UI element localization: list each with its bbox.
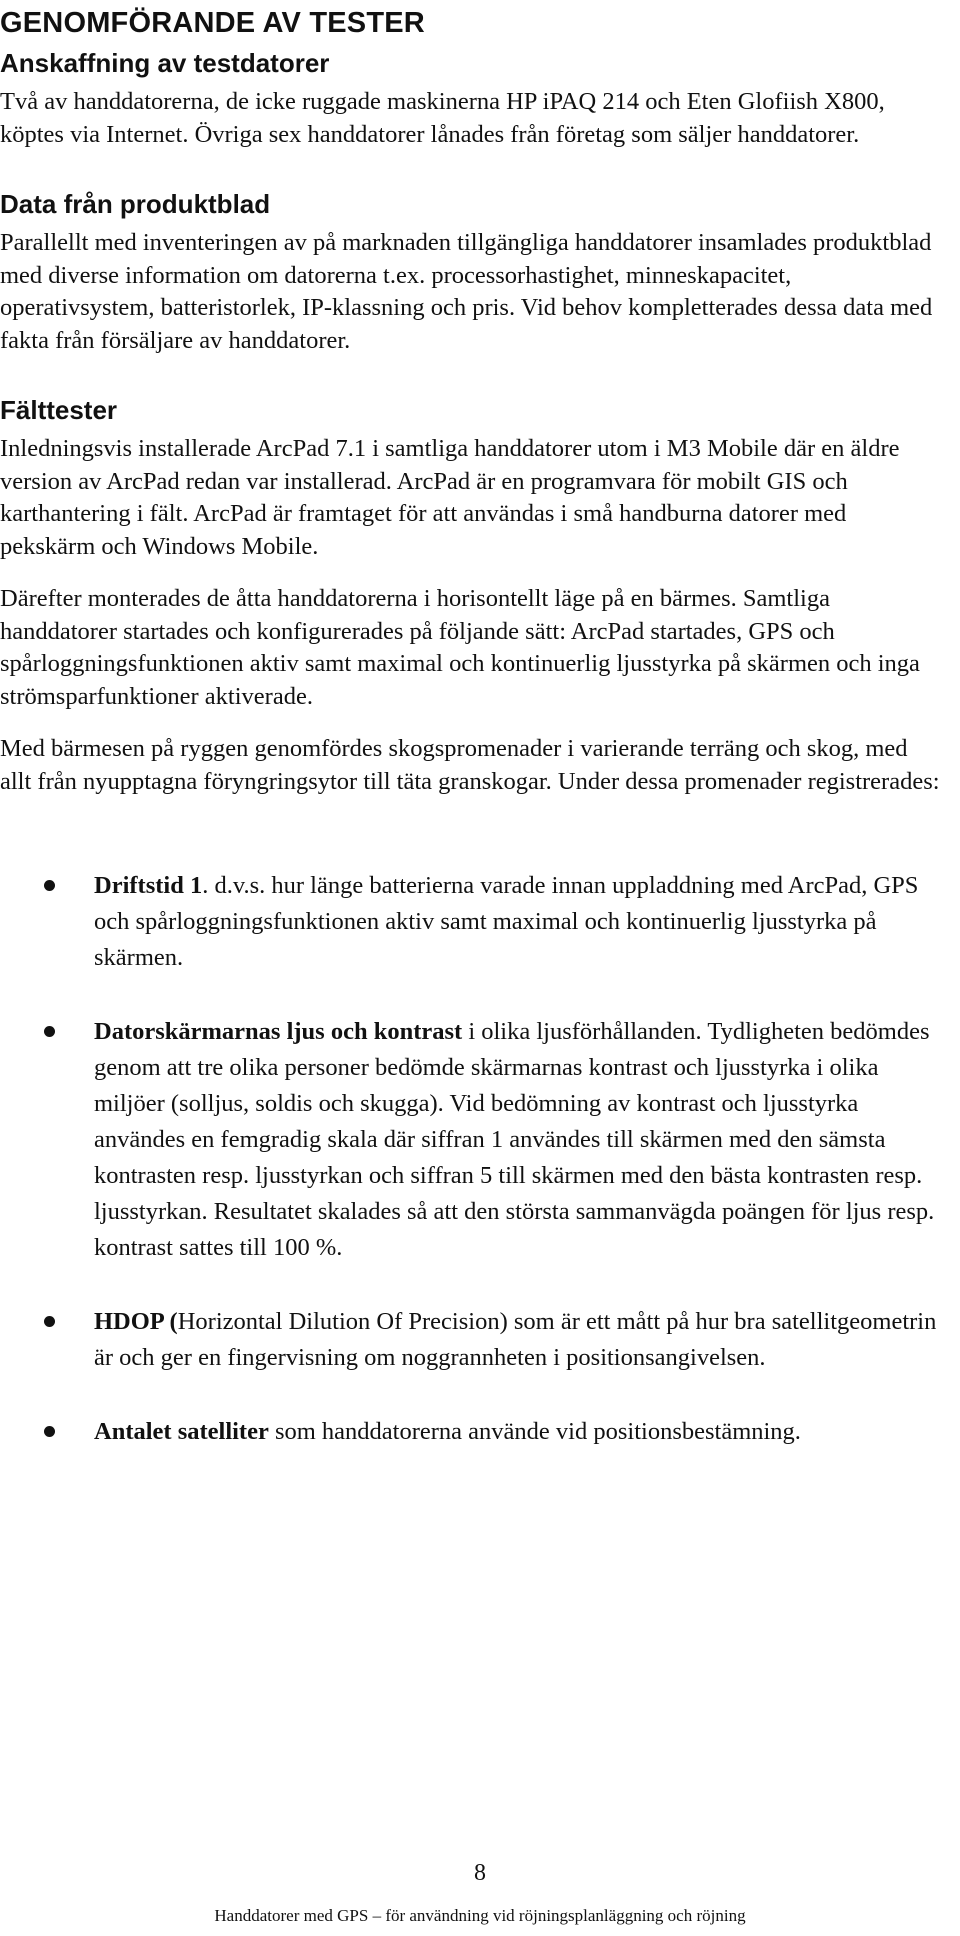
list-item-text	[94, 868, 940, 976]
paragraph-falttester-2: Därefter monterades de åtta handdatorerna i horisontellt läge på en bärmes. Samtliga handdatorer startades och konfigurerades på följande sätt: ArcPad startades, GPS och spårloggningsfunktionen aktiv samt maximal och kontinuerlig ljusstyrka på skärmen och inga strömsparfunktioner aktiverade.	[0, 585, 920, 710]
page-content	[0, 6, 940, 1450]
bullet-icon	[44, 880, 55, 891]
paragraph-anskaffning: Två av handdatorerna, de icke ruggade maskinerna HP iPAQ 214 och Eten Glofiish X800, köptes via Internet. Övriga sex handdatorer lånades från företag som säljer handdatorer.	[0, 88, 885, 148]
list-item-body: i olika ljusförhållanden. Tydligheten bedömdes genom att tre olika personer bedömde skärmarnas kontrast och ljusstyrka i olika miljöer (solljus, soldis och skugga). Vid bedömning av kontrast och ljusstyrka användes en femgradig skala där siffran 1 användes till skärmen med den sämsta kontrasten resp. ljusstyrkan och siffran 5 till skärmen med den bästa kontrasten resp. ljusstyrkan. Resultatet skalades så att den största sammanvägda poängen för ljus resp. kontrast sattes till 100 %.	[94, 1018, 935, 1261]
list-item-bold: Driftstid 1	[94, 872, 203, 899]
list-item-body: . d.v.s. hur länge batterierna varade innan uppladdning med ArcPad, GPS och spårloggningsfunktionen aktiv samt maximal och kontinuerlig ljusstyrka på skärmen.	[94, 872, 919, 971]
page-footer: Handdatorer med GPS – för användning vid röjningsplanläggning och röjning	[214, 1906, 746, 1925]
main-title: GENOMFÖRANDE AV TESTER	[0, 7, 425, 39]
list-item	[0, 1414, 940, 1450]
paragraph-produktblad: Parallellt med inventeringen av på marknaden tillgängliga handdatorer insamlades produktblad med diverse information om datorerna t.ex. processorhastighet, minneskapacitet, operativsystem, batteristorlek, IP-klassning och pris. Vid behov kompletterades dessa data med fakta från försäljare av handdatorer.	[0, 229, 933, 354]
registration-list	[0, 868, 940, 1450]
list-item-body: Horizontal Dilution Of Precision) som är ett mått på hur bra satellitgeometrin är och ger en fingervisning om noggrannheten i positionsangivelsen.	[94, 1308, 937, 1371]
section-heading-produktblad: Data från produktblad	[0, 189, 271, 219]
list-item-text	[94, 1414, 940, 1450]
bullet-icon	[44, 1026, 55, 1037]
bullet-icon	[44, 1316, 55, 1327]
list-item	[0, 868, 940, 976]
list-item-text	[94, 1304, 940, 1376]
list-item-bold: HDOP (	[94, 1308, 178, 1335]
paragraph-falttester-3: Med bärmesen på ryggen genomfördes skogspromenader i varierande terräng och skog, med allt från nyupptagna föryngringsytor till täta granskogar. Under dessa promenader registrerades:	[0, 735, 940, 795]
list-item-bold: Datorskärmarnas ljus och kontrast	[94, 1018, 463, 1045]
list-item-bold: Antalet satelliter	[94, 1418, 269, 1445]
paragraph-falttester-1: Inledningsvis installerade ArcPad 7.1 i samtliga handdatorer utom i M3 Mobile där en äldre version av ArcPad redan var installerad. ArcPad är en programvara för mobilt GIS och karthantering i fält. ArcPad är framtaget för att användas i små handburna datorer med pekskärm och Windows Mobile.	[0, 435, 900, 560]
list-item	[0, 1304, 940, 1376]
list-item-text	[94, 1014, 940, 1266]
bullet-icon	[44, 1426, 55, 1437]
list-item	[0, 1014, 940, 1266]
section-heading-falttester: Fälttester	[0, 395, 118, 425]
list-item-body: som handdatorerna använde vid positionsbestämning.	[268, 1418, 801, 1445]
page-number: 8	[474, 1860, 486, 1886]
section-heading-anskaffning: Anskaffning av testdatorer	[0, 48, 330, 78]
